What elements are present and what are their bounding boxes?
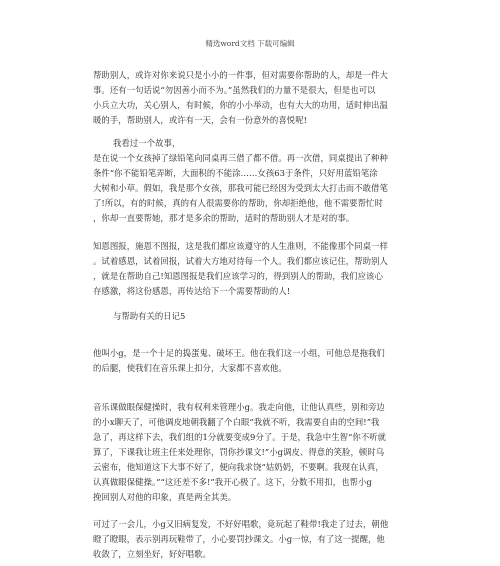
- text-line: 暖的手，帮助别人，或许有一天，会有一份意外的喜悦呢!: [93, 115, 308, 125]
- text-line: 小兵立大功，关心别人，有时候，你的小小举动，也有大大的功用，适时伸出温: [93, 100, 388, 110]
- text-line: 大树和小草。假如，我是那个女孩，那我可能已经因为受到太大打击而不敢借笔: [93, 183, 388, 193]
- text-line: 可过了一会儿，小g又旧病复发，不好好唱歌，竟玩起了鞋带!我走了过去，朝他: [93, 519, 389, 529]
- text-line: 瞪了瞪眼，表示别再玩鞋带了，小心要罚抄课文。小g一惊，有了这一提醒，他: [93, 534, 385, 544]
- text-line: ，就是在帮助自己!知恩图报是我们应该学习的，得到别人的帮助，我们应该心: [93, 271, 383, 281]
- text-line: 了!所以，有的时候，真的有人很需要你的帮助，你却拒绝他，他不需要帮忙时: [93, 198, 383, 208]
- text-line: 音乐课做眼保健操时，我有权利来管理小g。我走向他，让他认真些，别和旁边: [93, 402, 385, 412]
- diary-title: 与帮助有关的日记5: [113, 311, 186, 321]
- text-line: 急了，再这样下去，我们组的1分就要变成9分了。于是，我急中生智“你不听就: [93, 432, 387, 442]
- text-line: 我看过一个故事，: [113, 138, 181, 148]
- paragraph-relapse: [93, 517, 413, 562]
- text-line: 存感激，将这份感恩，再传达给下一个需要帮助的人!: [93, 286, 291, 296]
- text-line: ，你却一直要帮她，那才是多余的帮助，适时的帮助别人才是对的事。: [93, 213, 355, 223]
- text-line: 的后腿，使我们在音乐课上扣分，大家都不喜欢他。: [93, 363, 287, 373]
- text-line: 。试着感恩，试着回报，试着大方地对待每一个人。我们都应该记住，帮助别人: [93, 256, 388, 266]
- text-line: 收敛了，立刻坐好，好好唱歌。: [93, 549, 211, 559]
- text-line: 云密布，他知道这下大事不好了，便向我求饶“姑奶奶，不要啊。我现在认真，: [93, 462, 384, 472]
- text-line: 事。还有一句话说“勿因善小而不为。”虽然我们的力量不是很大，但是也可以: [93, 85, 376, 95]
- text-line: 他叫小g，是一个十足的捣蛋鬼、破坏王。他在我们这一小组，可他总是拖我们: [93, 348, 385, 358]
- paragraph-help-others: [93, 68, 413, 128]
- text-line: 是在说一个女孩掉了绿铅笔向同桌再三借了都不借。再一次借，同桌提出了种种: [93, 153, 388, 163]
- paragraph-story: [93, 151, 413, 226]
- text-line: 的小x聊天了，可他调皮地朝我翻了个白眼“我就不听，我需要自由的空间!”我: [93, 417, 380, 427]
- text-line: 认真做眼保健操。”“这还差不多!”我开心极了。这下，分数不用扣，也帮小g: [93, 477, 372, 487]
- paragraph-gratitude: [93, 239, 413, 299]
- text-line: 帮助别人，或许对你来说只是小小的一件事，但对需要你帮助的人，却是一件大: [93, 70, 388, 80]
- paragraph-music-class: [93, 400, 413, 505]
- text-line: 挽回别人对他的印象，真是两全其美。: [93, 492, 237, 502]
- paragraph-xiao-g: [93, 346, 413, 376]
- text-line: 算了，下课我让班主任来处理你，罚你抄课文!”小g调皮、得意的笑脸，顿时乌: [93, 447, 385, 457]
- page-header: 精选word文档 下载可编辑: [205, 39, 295, 48]
- text-line: 条件“你不能铅笔弄断，大面积的不能涂……女孩63于条件，只好用蓝铅笔涂: [93, 168, 378, 178]
- text-line: 知恩图报，施恩不图报，这是我们都应该遵守的人生准则，不能像那个同桌一样: [93, 241, 388, 251]
- paragraph-story-intro: [113, 136, 433, 151]
